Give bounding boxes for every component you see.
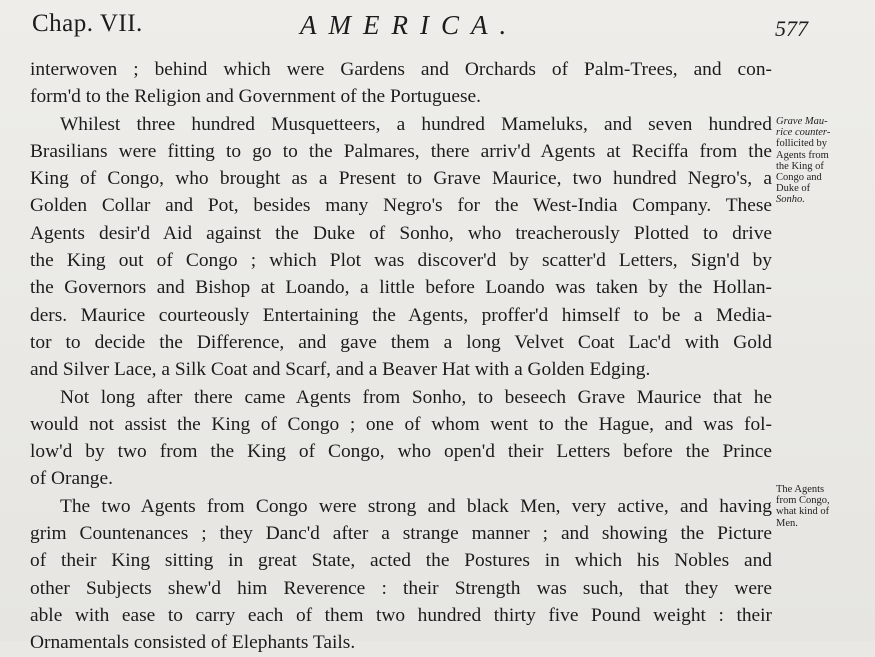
text-line: Brasilians were fitting to go to the Palmares, there arriv'd Agents at Reciffa from the — [30, 140, 772, 162]
text-line: of Orange. — [30, 468, 113, 490]
margin-note-line: follicited by — [776, 138, 828, 150]
margin-note-line: the King of — [776, 160, 824, 172]
text-line: tor to decide the Difference, and gave them a long Velvet Coat Lac'd with Gold — [30, 331, 772, 353]
text-line: low'd by two from the King of Congo, who open'd their Letters before the Prince — [30, 441, 772, 463]
text-line: would not assist the King of Congo ; one of whom went to the Hague, and was fol- — [30, 413, 772, 435]
text-line: and Silver Lace, a Silk Coat and Scarf, and a Beaver Hat with a Golden Edging. — [30, 359, 651, 381]
margin-note-line: Men. — [776, 517, 798, 529]
text-line: the King out of Congo ; which Plot was discover'd by scatter'd Letters, Sign'd by — [30, 250, 772, 272]
margin-note-line: Grave Mau- — [776, 116, 828, 127]
running-title: AMERICA. — [300, 10, 519, 40]
text-line: Whilest three hundred Musquetteers, a hundred Mameluks, and seven hundred — [60, 113, 772, 135]
text-line: able with ease to carry each of them two hundred thirty five Pound weight : their — [30, 604, 772, 626]
text-line: ders. Maurice courteously Entertaining the Agents, proffer'd himself to be a Media- — [30, 304, 772, 326]
body-text — [30, 56, 772, 657]
margin-note-grave-maurice — [776, 116, 848, 206]
page-header — [0, 0, 875, 56]
page-number: 577 — [775, 16, 808, 41]
margin-note-line: Sonho. — [776, 194, 805, 206]
margin-note-line: what kind of — [776, 506, 830, 518]
text-line: other Subjects shew'd him Reverence : their Strength was such, that they were — [30, 577, 772, 599]
margin-note-line: Congo and — [776, 172, 822, 184]
text-line: Ornamentals consisted of Elephants Tails. — [30, 632, 356, 654]
text-line: of their King sitting in great State, acted the Postures in which his Nobles and — [30, 550, 772, 572]
text-line: The two Agents from Congo were strong and black Men, very active, and having — [60, 495, 772, 517]
text-line: Agents desir'd Aid against the Duke of Sonho, who treacherously Plotted to drive — [30, 222, 772, 244]
chapter-heading: Chap. VII. — [32, 10, 143, 37]
text-line: Not long after there came Agents from Sonho, to beseech Grave Maurice that he — [60, 386, 772, 408]
margin-note-line: The Agents — [776, 484, 825, 495]
margin-note-agents — [776, 484, 848, 529]
margin-note-line: rice counter- — [776, 127, 831, 139]
text-line: Golden Collar and Pot, besides many Negro's for the West-India Company. These — [30, 195, 772, 217]
margin-note-line: Agents from — [776, 149, 829, 161]
margin-note-line: Duke of — [776, 183, 811, 195]
text-line: the Governors and Bishop at Loando, a little before Loando was taken by the Hollan- — [30, 277, 772, 299]
margin-note-line: from Congo, — [776, 495, 830, 507]
text-line: form'd to the Religion and Government of the Portuguese. — [30, 86, 482, 108]
text-line: grim Countenances ; they Danc'd after a strange manner ; and showing the Picture — [30, 523, 772, 545]
text-line: King of Congo, who brought as a Present to Grave Maurice, two hundred Negro's, a — [30, 168, 772, 190]
text-line: interwoven ; behind which were Gardens and Orchards of Palm-Trees, and con- — [30, 59, 772, 80]
